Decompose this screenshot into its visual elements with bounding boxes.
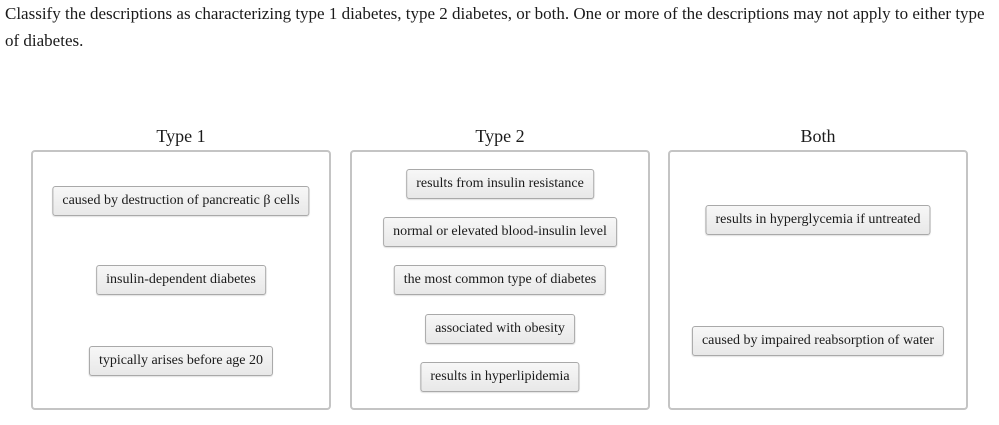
column-both: [668, 124, 968, 410]
column-type-2: [350, 124, 650, 410]
answer-chip[interactable]: associated with obesity: [425, 314, 575, 344]
answer-chip[interactable]: results in hyperglycemia if untreated: [705, 205, 930, 235]
drop-zone-type-1[interactable]: [31, 150, 331, 410]
answer-chip[interactable]: results from insulin resistance: [406, 169, 594, 199]
question-instructions: Classify the descriptions as characterizing type 1 diabetes, type 2 diabetes, or both. One or more of the descriptions may not apply to either type of diabetes.: [5, 4, 985, 50]
answer-chip[interactable]: typically arises before age 20: [89, 346, 273, 376]
drop-zone-type-2[interactable]: [350, 150, 650, 410]
column-title-type-2: Type 2: [475, 126, 525, 146]
column-type-1: [31, 124, 331, 410]
answer-chip[interactable]: the most common type of diabetes: [394, 265, 606, 295]
answer-chip[interactable]: caused by impaired reabsorption of water: [692, 326, 944, 356]
column-title-both: Both: [800, 126, 836, 146]
answer-chip[interactable]: normal or elevated blood-insulin level: [383, 217, 617, 247]
answer-chip[interactable]: results in hyperlipidemia: [420, 362, 579, 392]
column-title-type-1: Type 1: [156, 126, 206, 146]
answer-chip[interactable]: insulin-dependent diabetes: [96, 265, 266, 295]
answer-chip[interactable]: caused by destruction of pancreatic β cells: [52, 186, 309, 216]
drop-zone-both[interactable]: [668, 150, 968, 410]
